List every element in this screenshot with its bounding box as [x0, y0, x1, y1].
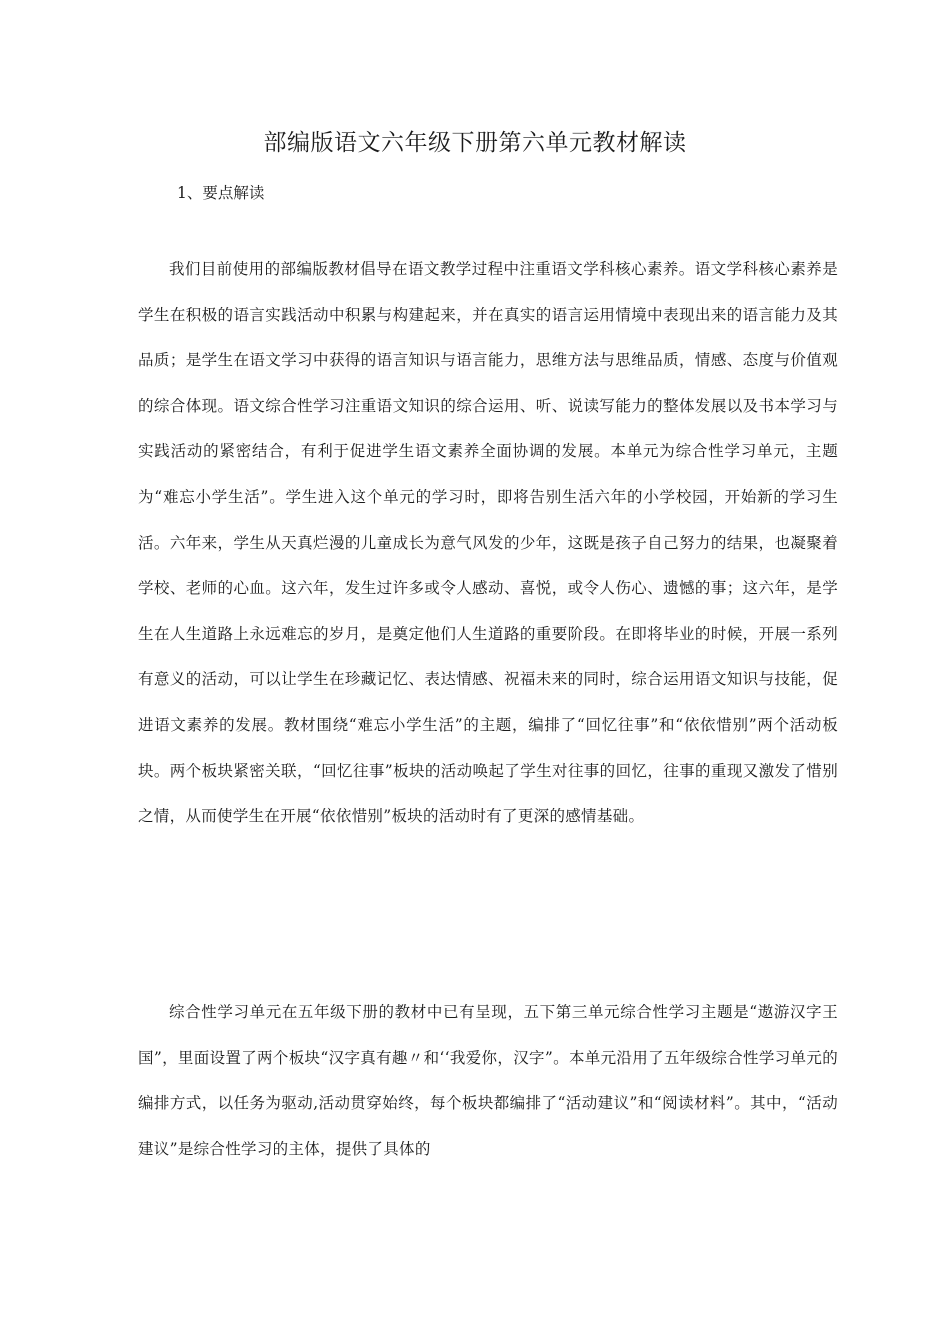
paragraph-1: 我们目前使用的部编版教材倡导在语文教学过程中注重语文学科核心素养。语文学科核心素养是学生在积极的语言实践活动中积累与构建起来，并在真实的语言运用情境中表现出来的语言能力及其品质；是学生在语文学习中获得的语言知识与语言能力，思维方法与思维品质，情感、态度与价值观的综合体现。语文综合性学习注重语文知识的综合运用、听、说读写能力的整体发展以及书本学习与实践活动的紧密结合，有利于促进学生语文素养全面协调的发展。本单元为综合性学习单元，主题为“难忘小学生活”。学生进入这个单元的学习时，即将告别生活六年的小学校园，开始新的学习生活。六年来，学生从天真烂漫的儿童成长为意气风发的少年，这既是孩子自己努力的结果，也凝聚着学校、老师的心血。这六年，发生过许多或令人感动、喜悦，或令人伤心、遗憾的事；这六年，是学生在人生道路上永远难忘的岁月，是奠定他们人生道路的重要阶段。在即将毕业的时候，开展一系列有意义的活动，可以让学生在珍藏记忆、表达情感、祝福未来的同时，综合运用语文知识与技能，促进语文素养的发展。教材围绕“难忘小学生活”的主题，编排了“回忆往事”和“依依惜别”两个活动板块。两个板块紧密关联，“回忆往事”板块的活动唤起了学生对往事的回忆，往事的重现又激发了惜别之情，从而使学生在开展“依依惜别”板块的活动时有了更深的感情基础。: [138, 260, 838, 826]
document-title: 部编版语文六年级下册第六单元教材解读: [263, 130, 687, 156]
paragraph-2: 综合性学习单元在五年级下册的教材中已有呈现，五下第三单元综合性学习主题是“遨游汉字王国”，里面设置了两个板块“汉字真有趣〃和‘‘我爱你，汉字”。本单元沿用了五年级综合性学习单元的编排方式，以任务为驱动,活动贯穿始终，每个板块都编排了“活动建议”和“阅读材料”。其中，“活动建议”是综合性学习的主体，提供了具体的: [138, 1003, 838, 1158]
section-heading: 1、要点解读: [177, 184, 265, 202]
